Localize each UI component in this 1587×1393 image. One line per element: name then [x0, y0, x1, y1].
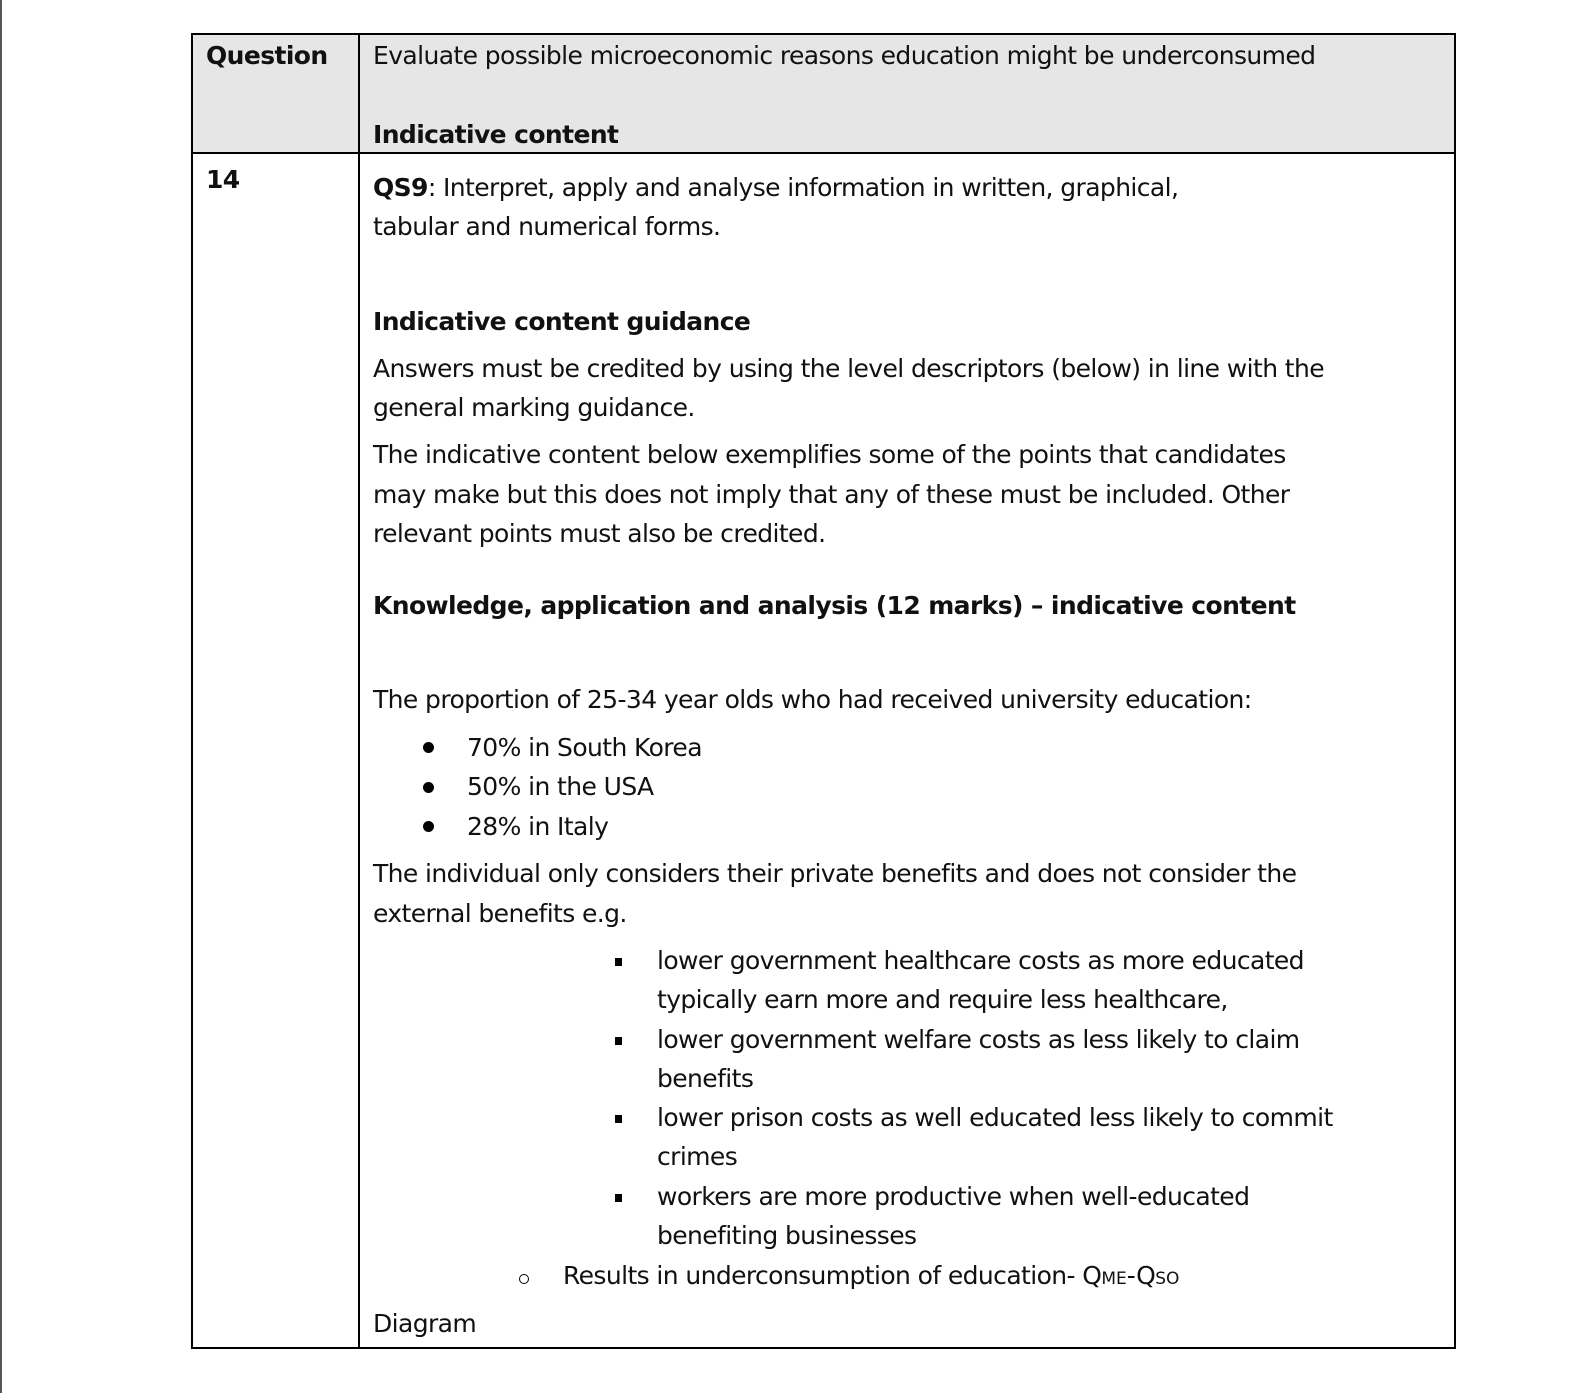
- qs-skill-line1: [373, 168, 1178, 207]
- result-subscript-me: ME: [1101, 1269, 1127, 1289]
- guidance-paragraph-1-line2: general marking guidance.: [373, 393, 695, 422]
- proportion-item: 70% in South Korea: [467, 733, 702, 762]
- bullet-icon: [423, 782, 434, 793]
- column-divider: [358, 35, 360, 1347]
- external-benefit-item-cont: benefiting businesses: [657, 1221, 917, 1250]
- indicative-content-label: Indicative content: [373, 120, 619, 149]
- result-subscript-so: SO: [1155, 1269, 1180, 1289]
- circle-bullet-icon: [519, 1274, 529, 1284]
- guidance-paragraph-1-line1: Answers must be credited by using the level descriptors (below) in line with the: [373, 354, 1325, 383]
- external-benefit-item-cont: crimes: [657, 1142, 738, 1171]
- square-bullet-icon: [615, 958, 622, 966]
- page-left-edge: [0, 0, 2, 1393]
- external-benefit-item: lower government welfare costs as less likely to claim: [657, 1025, 1300, 1054]
- proportion-item: 50% in the USA: [467, 772, 654, 801]
- question-label: Question: [206, 41, 328, 70]
- guidance-paragraph-2-line3: relevant points must also be credited.: [373, 519, 826, 548]
- qs-code: QS9: [373, 173, 428, 202]
- bullet-icon: [423, 821, 434, 832]
- mark-scheme-table: [191, 33, 1456, 1349]
- external-benefit-item-cont: benefits: [657, 1064, 754, 1093]
- individual-line1: The individual only considers their private benefits and does not consider the: [373, 859, 1297, 888]
- external-benefit-item: workers are more productive when well-educated: [657, 1182, 1250, 1211]
- bullet-icon: [423, 742, 434, 753]
- external-benefit-item: lower prison costs as well educated less likely to commit: [657, 1103, 1333, 1132]
- individual-line2: external benefits e.g.: [373, 899, 627, 928]
- result-text: Results in underconsumption of education- Q: [563, 1261, 1102, 1290]
- question-text: Evaluate possible microeconomic reasons education might be underconsumed: [373, 41, 1316, 70]
- square-bullet-icon: [615, 1194, 622, 1202]
- external-benefit-item-cont: typically earn more and require less healthcare,: [657, 985, 1228, 1014]
- qs-text: : Interpret, apply and analyse information in written, graphical,: [427, 173, 1179, 202]
- guidance-heading: Indicative content guidance: [373, 307, 751, 336]
- diagram-label: Diagram: [373, 1309, 477, 1338]
- square-bullet-icon: [615, 1115, 622, 1123]
- qs-skill-line2: tabular and numerical forms.: [373, 212, 721, 241]
- proportion-intro: The proportion of 25-34 year olds who had received university education:: [373, 685, 1252, 714]
- external-benefit-item: lower government healthcare costs as more educated: [657, 946, 1304, 975]
- result-dash: -Q: [1126, 1261, 1156, 1290]
- kaa-heading: Knowledge, application and analysis (12 marks) – indicative content: [373, 591, 1296, 620]
- guidance-paragraph-2-line2: may make but this does not imply that any of these must be included. Other: [373, 480, 1290, 509]
- question-number: 14: [206, 165, 240, 194]
- result-line: [563, 1256, 1179, 1299]
- proportion-item: 28% in Italy: [467, 812, 609, 841]
- square-bullet-icon: [615, 1037, 622, 1045]
- guidance-paragraph-2-line1: The indicative content below exemplifies some of the points that candidates: [373, 440, 1286, 469]
